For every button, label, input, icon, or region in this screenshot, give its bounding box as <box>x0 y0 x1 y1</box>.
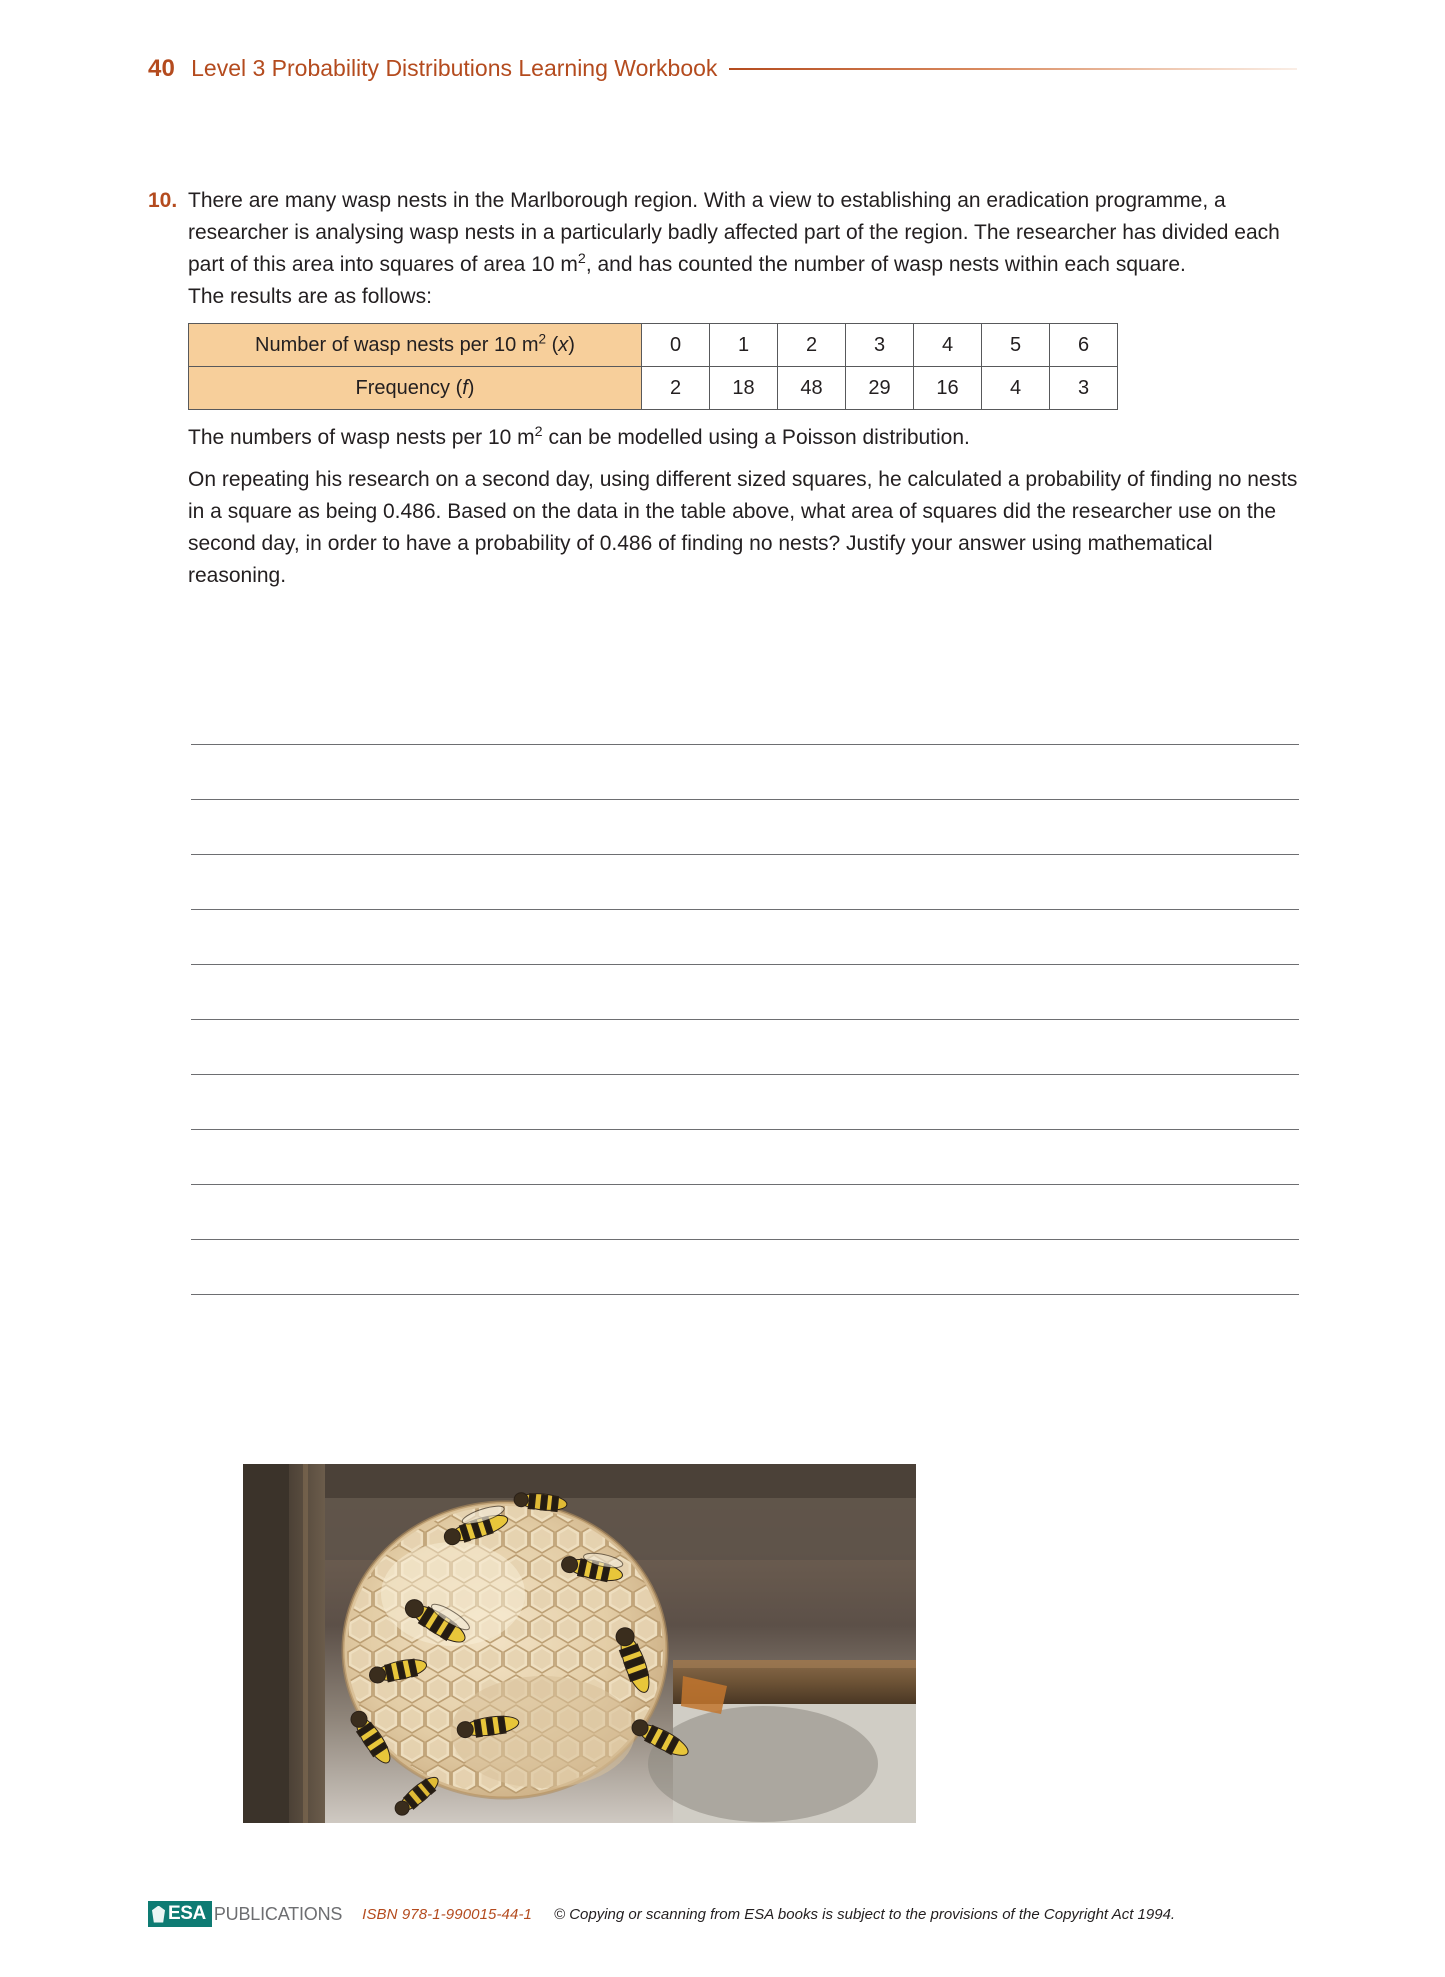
table-cell-f-1: 18 <box>710 367 778 410</box>
table-cell-x-4: 4 <box>914 324 982 367</box>
table-cell-f-6: 3 <box>1050 367 1118 410</box>
answer-lines[interactable] <box>191 744 1299 1349</box>
answer-line[interactable] <box>191 854 1299 855</box>
esa-logo-mark <box>148 1901 212 1927</box>
table-cell-x-1: 1 <box>710 324 778 367</box>
wasp-nest-photo <box>243 1464 916 1823</box>
answer-line[interactable] <box>191 1239 1299 1240</box>
question-number: 10. <box>148 189 178 212</box>
table-cell-x-3: 3 <box>846 324 914 367</box>
table-cell-f-3: 29 <box>846 367 914 410</box>
answer-line[interactable] <box>191 1184 1299 1185</box>
frequency-table-wrapper <box>188 323 1298 410</box>
answer-line[interactable] <box>191 909 1299 910</box>
table-cell-x-5: 5 <box>982 324 1050 367</box>
table-cell-f-5: 4 <box>982 367 1050 410</box>
table-row-x <box>189 324 1118 367</box>
table-label-frequency: Frequency (f) <box>189 367 642 410</box>
table-label-x: Number of wasp nests per 10 $m^2$ (x) <box>189 324 642 367</box>
question-paragraph-4: On repeating his research on a second day, using different sized squares, he calculated a probability of finding no nests in a square as being 0.486. Based on the data in the table above, what area of squares did the researcher use on the second day, in order to have a probability of 0.486 of finding no nests? Justify your answer using mathematical reasoning. <box>188 468 1298 587</box>
question-paragraph-3 <box>188 422 1298 454</box>
page-number: 40 <box>148 55 176 82</box>
answer-line[interactable] <box>191 1019 1299 1020</box>
isbn-text: ISBN 978-1-990015-44-1 <box>362 1905 532 1923</box>
square-metre-superscript-1: 2 <box>577 251 586 267</box>
answer-line[interactable] <box>191 799 1299 800</box>
page-header <box>148 55 1297 95</box>
square-metre-superscript-table: 2 <box>538 331 547 347</box>
esa-logo-text: ESA <box>168 1903 206 1924</box>
table-variable-x: x <box>558 334 569 356</box>
question-paragraph-3-text-b: can be modelled using a Poisson distribution. <box>542 426 970 449</box>
answer-line[interactable] <box>191 744 1299 745</box>
table-row-frequency <box>189 367 1118 410</box>
question-paragraph-2: The results are as follows: <box>188 285 432 308</box>
question-paragraph-3-text-a: The numbers of wasp nests per 10 m <box>188 426 535 449</box>
table-label-x-text: Number of wasp nests per 10 m <box>255 334 539 356</box>
leaf-icon <box>152 1906 165 1923</box>
table-cell-f-2: 48 <box>778 367 846 410</box>
table-cell-f-4: 16 <box>914 367 982 410</box>
header-rule <box>729 68 1297 70</box>
table-cell-x-6: 6 <box>1050 324 1118 367</box>
table-variable-f: f <box>462 377 468 399</box>
page-title: Level 3 Probability Distributions Learning Workbook <box>191 55 718 81</box>
answer-line[interactable] <box>191 1074 1299 1075</box>
answer-line[interactable] <box>191 964 1299 965</box>
square-metre-superscript-2: 2 <box>534 424 543 440</box>
question-paragraph-1-text-b: , and has counted the number of wasp nests within each square. <box>585 253 1186 276</box>
question-block <box>148 185 1298 592</box>
table-cell-f-0: 2 <box>642 367 710 410</box>
wasp-nest-illustration <box>243 1464 916 1823</box>
table-label-frequency-text: Frequency ( <box>355 377 463 399</box>
question-paragraph-1-text-a: There are many wasp nests in the Marlborough region. With a view to establishing an eradication programme, a researcher is analysing wasp nests in a particularly badly affected part of the region. The researcher has divided each part of this area into squares of area 10 m <box>188 189 1280 276</box>
page-footer <box>148 1901 1297 1927</box>
answer-line[interactable] <box>191 1129 1299 1130</box>
esa-logo <box>148 1901 342 1927</box>
table-cell-x-2: 2 <box>778 324 846 367</box>
question-body <box>188 185 1298 592</box>
copyright-notice: © Copying or scanning from ESA books is subject to the provisions of the Copyright Act 1994. <box>553 1905 1176 1923</box>
table-cell-x-0: 0 <box>642 324 710 367</box>
question-paragraph-1 <box>188 185 1298 281</box>
answer-line[interactable] <box>191 1294 1299 1295</box>
esa-publications-text: PUBLICATIONS <box>213 1903 343 1924</box>
frequency-table <box>188 323 1118 410</box>
